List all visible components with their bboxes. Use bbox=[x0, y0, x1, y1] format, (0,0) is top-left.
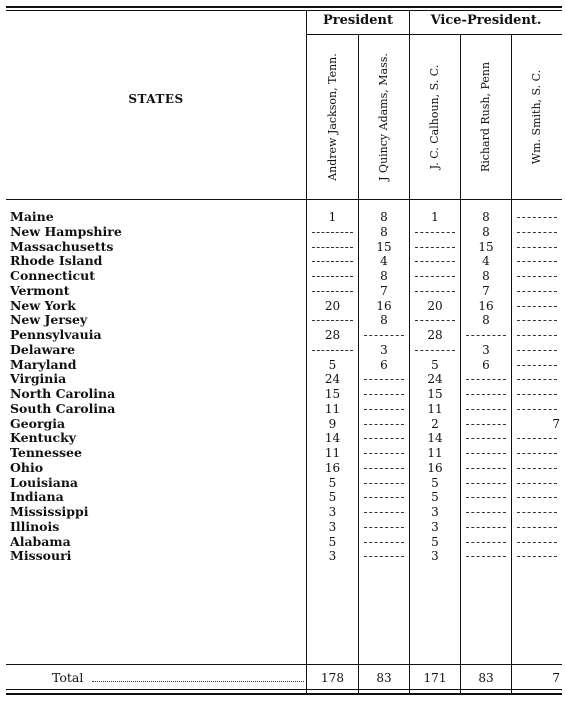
state-name bbox=[10, 505, 304, 519]
group-underline-vp bbox=[409, 34, 562, 35]
vote-cell: 3 bbox=[482, 342, 490, 357]
vote-cell bbox=[307, 240, 358, 254]
table-row bbox=[0, 446, 566, 460]
total-leader bbox=[92, 681, 304, 682]
vote-cell: 15 bbox=[324, 387, 341, 401]
empty-dash bbox=[415, 320, 455, 321]
vote-cell bbox=[512, 299, 562, 313]
empty-dash bbox=[517, 394, 557, 395]
vote-cell bbox=[359, 505, 409, 519]
empty-dash bbox=[312, 247, 353, 248]
state-name bbox=[10, 520, 304, 534]
empty-dash bbox=[517, 261, 557, 262]
state-name bbox=[10, 549, 304, 563]
vote-cell bbox=[512, 476, 562, 490]
vote-cell: 5 bbox=[431, 534, 439, 549]
vote-cell bbox=[359, 549, 409, 563]
vote-cell: 28 bbox=[324, 328, 341, 342]
vote-cell bbox=[461, 372, 511, 386]
vote-cell: 20 bbox=[427, 298, 443, 313]
state-name bbox=[10, 254, 304, 268]
empty-dash bbox=[364, 394, 404, 395]
vote-cell: 2 bbox=[431, 416, 439, 431]
state-label: Ohio bbox=[10, 460, 44, 475]
vote-cell bbox=[512, 225, 562, 239]
empty-dash bbox=[364, 438, 404, 439]
vote-cell bbox=[512, 358, 562, 372]
vote-cell bbox=[359, 535, 409, 549]
empty-dash bbox=[415, 276, 455, 277]
vote-cell bbox=[512, 535, 562, 549]
vote-cell bbox=[461, 402, 511, 416]
state-label: Maine bbox=[10, 210, 54, 224]
vote-cell: 24 bbox=[427, 372, 443, 387]
vote-cell bbox=[359, 372, 409, 386]
vote-cell: 3 bbox=[328, 505, 337, 519]
empty-dash bbox=[466, 556, 506, 557]
empty-dash bbox=[466, 409, 506, 410]
vote-cell bbox=[410, 240, 460, 254]
vote-cell bbox=[461, 520, 511, 534]
vote-cell bbox=[461, 461, 511, 475]
empty-dash bbox=[517, 409, 557, 410]
vote-cell: 14 bbox=[427, 431, 443, 446]
empty-dash bbox=[364, 542, 404, 543]
vote-cell bbox=[461, 505, 511, 519]
vote-cell bbox=[359, 417, 409, 431]
state-name bbox=[10, 240, 304, 254]
empty-dash bbox=[517, 379, 557, 380]
empty-dash bbox=[517, 483, 557, 484]
state-name bbox=[10, 476, 304, 490]
president-header: President bbox=[323, 13, 393, 28]
vote-cell bbox=[307, 284, 358, 298]
total-label: Total bbox=[52, 670, 84, 685]
vote-cell bbox=[512, 313, 562, 327]
vote-cell: 5 bbox=[328, 357, 337, 372]
vote-cell bbox=[512, 387, 562, 401]
state-label: North Carolina bbox=[10, 387, 116, 401]
vote-cell bbox=[307, 225, 358, 239]
table-row bbox=[0, 431, 566, 445]
empty-dash bbox=[466, 527, 506, 528]
vote-cell bbox=[359, 461, 409, 475]
table-row bbox=[0, 476, 566, 490]
state-label: Illinois bbox=[10, 519, 60, 534]
total-value-3: 83 bbox=[478, 671, 494, 685]
header-divider bbox=[6, 199, 562, 200]
vote-cell bbox=[461, 476, 511, 490]
vote-cell: 5 bbox=[328, 490, 337, 505]
table-row bbox=[0, 402, 566, 416]
vote-cell bbox=[512, 549, 562, 563]
vote-cell: 16 bbox=[324, 460, 341, 475]
states-header: STATES bbox=[128, 92, 184, 106]
state-label: New Hampshire bbox=[10, 224, 122, 239]
table-row bbox=[0, 269, 566, 283]
vote-cell bbox=[461, 387, 511, 401]
candidate-name: Richard Rush, Penn bbox=[479, 61, 492, 173]
vote-cell: 8 bbox=[380, 210, 388, 224]
vote-cell bbox=[461, 328, 511, 342]
table-row bbox=[0, 387, 566, 401]
state-name bbox=[10, 343, 304, 357]
state-name bbox=[10, 299, 304, 313]
vote-cell: 3 bbox=[431, 519, 439, 534]
top-rule-thin bbox=[6, 10, 562, 11]
state-label: Delaware bbox=[10, 342, 76, 357]
vote-cell: 3 bbox=[431, 549, 439, 564]
vote-cell: 11 bbox=[427, 401, 443, 416]
vote-cell: 1 bbox=[328, 210, 337, 224]
vote-cell bbox=[461, 490, 511, 504]
vote-cell: 7 bbox=[552, 416, 560, 431]
vote-cell bbox=[461, 446, 511, 460]
vote-cell: 16 bbox=[427, 460, 443, 475]
state-label: Virginia bbox=[10, 372, 67, 387]
empty-dash bbox=[466, 468, 506, 469]
empty-dash bbox=[312, 261, 353, 262]
vote-cell bbox=[359, 387, 409, 401]
top-rule bbox=[6, 6, 562, 8]
state-name bbox=[10, 490, 304, 504]
table-row bbox=[0, 520, 566, 534]
vote-cell: 15 bbox=[376, 239, 392, 254]
vice-president-header: Vice-President. bbox=[430, 13, 542, 28]
vote-cell: 8 bbox=[482, 210, 490, 224]
candidate-header-1 bbox=[359, 42, 409, 192]
vote-cell: 3 bbox=[328, 549, 337, 564]
state-name bbox=[10, 402, 304, 416]
vote-cell: 8 bbox=[380, 224, 388, 239]
state-label: Maryland bbox=[10, 357, 77, 372]
candidate-name: J. C. Calhoun, S. C. bbox=[428, 64, 441, 170]
empty-dash bbox=[466, 394, 506, 395]
vote-cell: 16 bbox=[376, 298, 392, 313]
empty-dash bbox=[364, 497, 404, 498]
vote-cell: 15 bbox=[427, 387, 443, 401]
empty-dash bbox=[517, 542, 557, 543]
vote-cell bbox=[461, 549, 511, 563]
empty-dash bbox=[312, 350, 353, 351]
empty-dash bbox=[466, 512, 506, 513]
bottom-rule bbox=[6, 689, 562, 690]
state-label: Kentucky bbox=[10, 431, 77, 446]
empty-dash bbox=[466, 453, 506, 454]
vote-cell bbox=[512, 372, 562, 386]
vote-cell: 7 bbox=[482, 283, 490, 298]
vote-cell: 1 bbox=[431, 210, 439, 224]
empty-dash bbox=[517, 512, 557, 513]
empty-dash bbox=[466, 497, 506, 498]
vote-cell bbox=[512, 328, 562, 342]
empty-dash bbox=[466, 483, 506, 484]
candidate-name: Wm. Smith, S. C. bbox=[530, 69, 543, 165]
vote-cell: 28 bbox=[427, 328, 443, 342]
vote-cell: 3 bbox=[431, 505, 439, 519]
vote-cell: 11 bbox=[324, 401, 341, 416]
empty-dash bbox=[364, 512, 404, 513]
table-row bbox=[0, 299, 566, 313]
empty-dash bbox=[415, 261, 455, 262]
vote-cell: 5 bbox=[431, 475, 439, 490]
table-row bbox=[0, 343, 566, 357]
vote-cell bbox=[512, 461, 562, 475]
vote-cell bbox=[410, 225, 460, 239]
empty-dash bbox=[364, 468, 404, 469]
empty-dash bbox=[415, 350, 455, 351]
vote-cell bbox=[410, 343, 460, 357]
vote-cell bbox=[512, 240, 562, 254]
empty-dash bbox=[364, 379, 404, 380]
vote-cell: 3 bbox=[328, 519, 337, 534]
table-row bbox=[0, 240, 566, 254]
vote-cell: 5 bbox=[431, 357, 439, 372]
empty-dash bbox=[364, 409, 404, 410]
state-name bbox=[10, 269, 304, 283]
empty-dash bbox=[517, 276, 557, 277]
vote-cell: 6 bbox=[482, 357, 490, 372]
vote-cell bbox=[359, 446, 409, 460]
state-label: New Jersey bbox=[10, 313, 88, 328]
vote-cell bbox=[461, 431, 511, 445]
vote-cell bbox=[307, 254, 358, 268]
vote-cell bbox=[359, 431, 409, 445]
empty-dash bbox=[517, 438, 557, 439]
vote-cell bbox=[461, 535, 511, 549]
table-row bbox=[0, 417, 566, 431]
state-label: New York bbox=[10, 298, 76, 313]
total-divider bbox=[6, 664, 562, 665]
state-name bbox=[10, 372, 304, 386]
empty-dash bbox=[415, 247, 455, 248]
table-row bbox=[0, 505, 566, 519]
vote-cell: 20 bbox=[324, 298, 341, 313]
vote-cell bbox=[512, 520, 562, 534]
vote-cell bbox=[359, 520, 409, 534]
vote-cell bbox=[410, 313, 460, 327]
vote-cell bbox=[410, 254, 460, 268]
empty-dash bbox=[517, 320, 557, 321]
candidate-header-3 bbox=[461, 42, 511, 192]
state-name bbox=[10, 210, 304, 224]
state-name bbox=[10, 431, 304, 445]
empty-dash bbox=[517, 365, 557, 366]
empty-dash bbox=[466, 438, 506, 439]
empty-dash bbox=[415, 291, 455, 292]
table-row bbox=[0, 313, 566, 327]
vote-cell: 8 bbox=[380, 313, 388, 328]
table-row bbox=[0, 284, 566, 298]
state-label: South Carolina bbox=[10, 401, 116, 416]
vote-cell: 9 bbox=[328, 416, 337, 431]
vote-cell bbox=[359, 402, 409, 416]
vote-cell: 8 bbox=[380, 269, 388, 283]
vote-cell bbox=[307, 269, 358, 283]
vote-cell: 16 bbox=[478, 298, 494, 313]
empty-dash bbox=[517, 232, 557, 233]
vote-cell bbox=[461, 417, 511, 431]
empty-dash bbox=[517, 453, 557, 454]
vote-cell bbox=[359, 490, 409, 504]
empty-dash bbox=[517, 468, 557, 469]
candidate-header-2 bbox=[410, 42, 460, 192]
state-name bbox=[10, 417, 304, 431]
vote-cell: 14 bbox=[324, 431, 341, 446]
table-row bbox=[0, 328, 566, 342]
empty-dash bbox=[517, 350, 557, 351]
table-row bbox=[0, 549, 566, 563]
vote-cell bbox=[359, 328, 409, 342]
vote-cell bbox=[359, 476, 409, 490]
table-row bbox=[0, 490, 566, 504]
state-label: Mississippi bbox=[10, 505, 89, 519]
empty-dash bbox=[312, 232, 353, 233]
state-name bbox=[10, 358, 304, 372]
state-label: Louisiana bbox=[10, 475, 79, 490]
total-value-4: 7 bbox=[552, 671, 560, 685]
vote-cell bbox=[512, 210, 562, 224]
state-name bbox=[10, 387, 304, 401]
candidate-name: J Quincy Adams, Mass. bbox=[377, 53, 390, 181]
total-row bbox=[0, 671, 566, 685]
empty-dash bbox=[466, 424, 506, 425]
vote-cell: 7 bbox=[380, 283, 388, 298]
table-row bbox=[0, 225, 566, 239]
vote-cell bbox=[512, 343, 562, 357]
vote-cell: 3 bbox=[380, 342, 388, 357]
vote-cell bbox=[307, 313, 358, 327]
vote-cell bbox=[512, 402, 562, 416]
total-value-1: 83 bbox=[376, 671, 392, 685]
state-label: Connecticut bbox=[10, 269, 96, 283]
vote-cell: 4 bbox=[380, 254, 388, 269]
vote-cell bbox=[512, 490, 562, 504]
vote-cell bbox=[512, 284, 562, 298]
vote-cell: 24 bbox=[324, 372, 341, 387]
dot-leader bbox=[10, 471, 302, 472]
empty-dash bbox=[466, 335, 506, 336]
vote-cell: 5 bbox=[328, 475, 337, 490]
state-name bbox=[10, 328, 304, 342]
vote-cell: 15 bbox=[478, 239, 494, 254]
empty-dash bbox=[364, 483, 404, 484]
empty-dash bbox=[517, 306, 557, 307]
table-row bbox=[0, 254, 566, 268]
vote-cell: 8 bbox=[482, 313, 490, 328]
state-name bbox=[10, 225, 304, 239]
state-label: Georgia bbox=[10, 416, 66, 431]
state-name bbox=[10, 446, 304, 460]
state-label: Tennessee bbox=[10, 446, 82, 460]
empty-dash bbox=[466, 379, 506, 380]
vote-cell: 8 bbox=[482, 224, 490, 239]
vote-cell: 6 bbox=[380, 357, 388, 372]
empty-dash bbox=[364, 424, 404, 425]
vote-cell bbox=[307, 343, 358, 357]
state-label: Alabama bbox=[10, 534, 71, 549]
total-value-2: 171 bbox=[423, 671, 447, 685]
table-row bbox=[0, 461, 566, 475]
empty-dash bbox=[517, 291, 557, 292]
state-label: Massachusetts bbox=[10, 239, 114, 254]
state-label: Rhode Island bbox=[10, 254, 103, 269]
empty-dash bbox=[466, 542, 506, 543]
state-name bbox=[10, 461, 304, 475]
candidate-name: Andrew Jackson, Tenn. bbox=[325, 53, 339, 181]
empty-dash bbox=[517, 247, 557, 248]
empty-dash bbox=[364, 453, 404, 454]
empty-dash bbox=[364, 335, 404, 336]
vote-cell: 11 bbox=[427, 446, 443, 460]
empty-dash bbox=[312, 291, 353, 292]
vote-cell bbox=[512, 431, 562, 445]
bottom-rule-thick bbox=[6, 693, 562, 695]
state-label: Missouri bbox=[10, 549, 72, 564]
candidate-header-0 bbox=[307, 42, 358, 192]
empty-dash bbox=[415, 232, 455, 233]
vote-cell: 5 bbox=[328, 534, 337, 549]
total-value-0: 178 bbox=[321, 671, 344, 685]
vote-cell: 8 bbox=[482, 269, 490, 283]
empty-dash bbox=[312, 320, 353, 321]
state-name bbox=[10, 535, 304, 549]
state-label: Pennsylvauia bbox=[10, 328, 102, 342]
table-row bbox=[0, 535, 566, 549]
empty-dash bbox=[517, 335, 557, 336]
table-row bbox=[0, 372, 566, 386]
empty-dash bbox=[517, 556, 557, 557]
vote-cell: 5 bbox=[431, 490, 439, 505]
table-row bbox=[0, 358, 566, 372]
vote-cell bbox=[512, 254, 562, 268]
vote-cell: 4 bbox=[482, 254, 490, 269]
state-name bbox=[10, 313, 304, 327]
vote-cell: 11 bbox=[324, 446, 341, 460]
empty-dash bbox=[517, 217, 557, 218]
empty-dash bbox=[364, 527, 404, 528]
vote-cell bbox=[410, 284, 460, 298]
empty-dash bbox=[517, 527, 557, 528]
empty-dash bbox=[364, 556, 404, 557]
state-label: Vermont bbox=[10, 283, 70, 298]
vote-cell bbox=[512, 446, 562, 460]
vote-cell bbox=[512, 505, 562, 519]
vote-cell bbox=[410, 269, 460, 283]
table-row bbox=[0, 210, 566, 224]
empty-dash bbox=[517, 497, 557, 498]
state-label: Indiana bbox=[10, 490, 64, 505]
state-name bbox=[10, 284, 304, 298]
vote-cell bbox=[512, 269, 562, 283]
candidate-header-4 bbox=[512, 42, 562, 192]
empty-dash bbox=[312, 276, 353, 277]
